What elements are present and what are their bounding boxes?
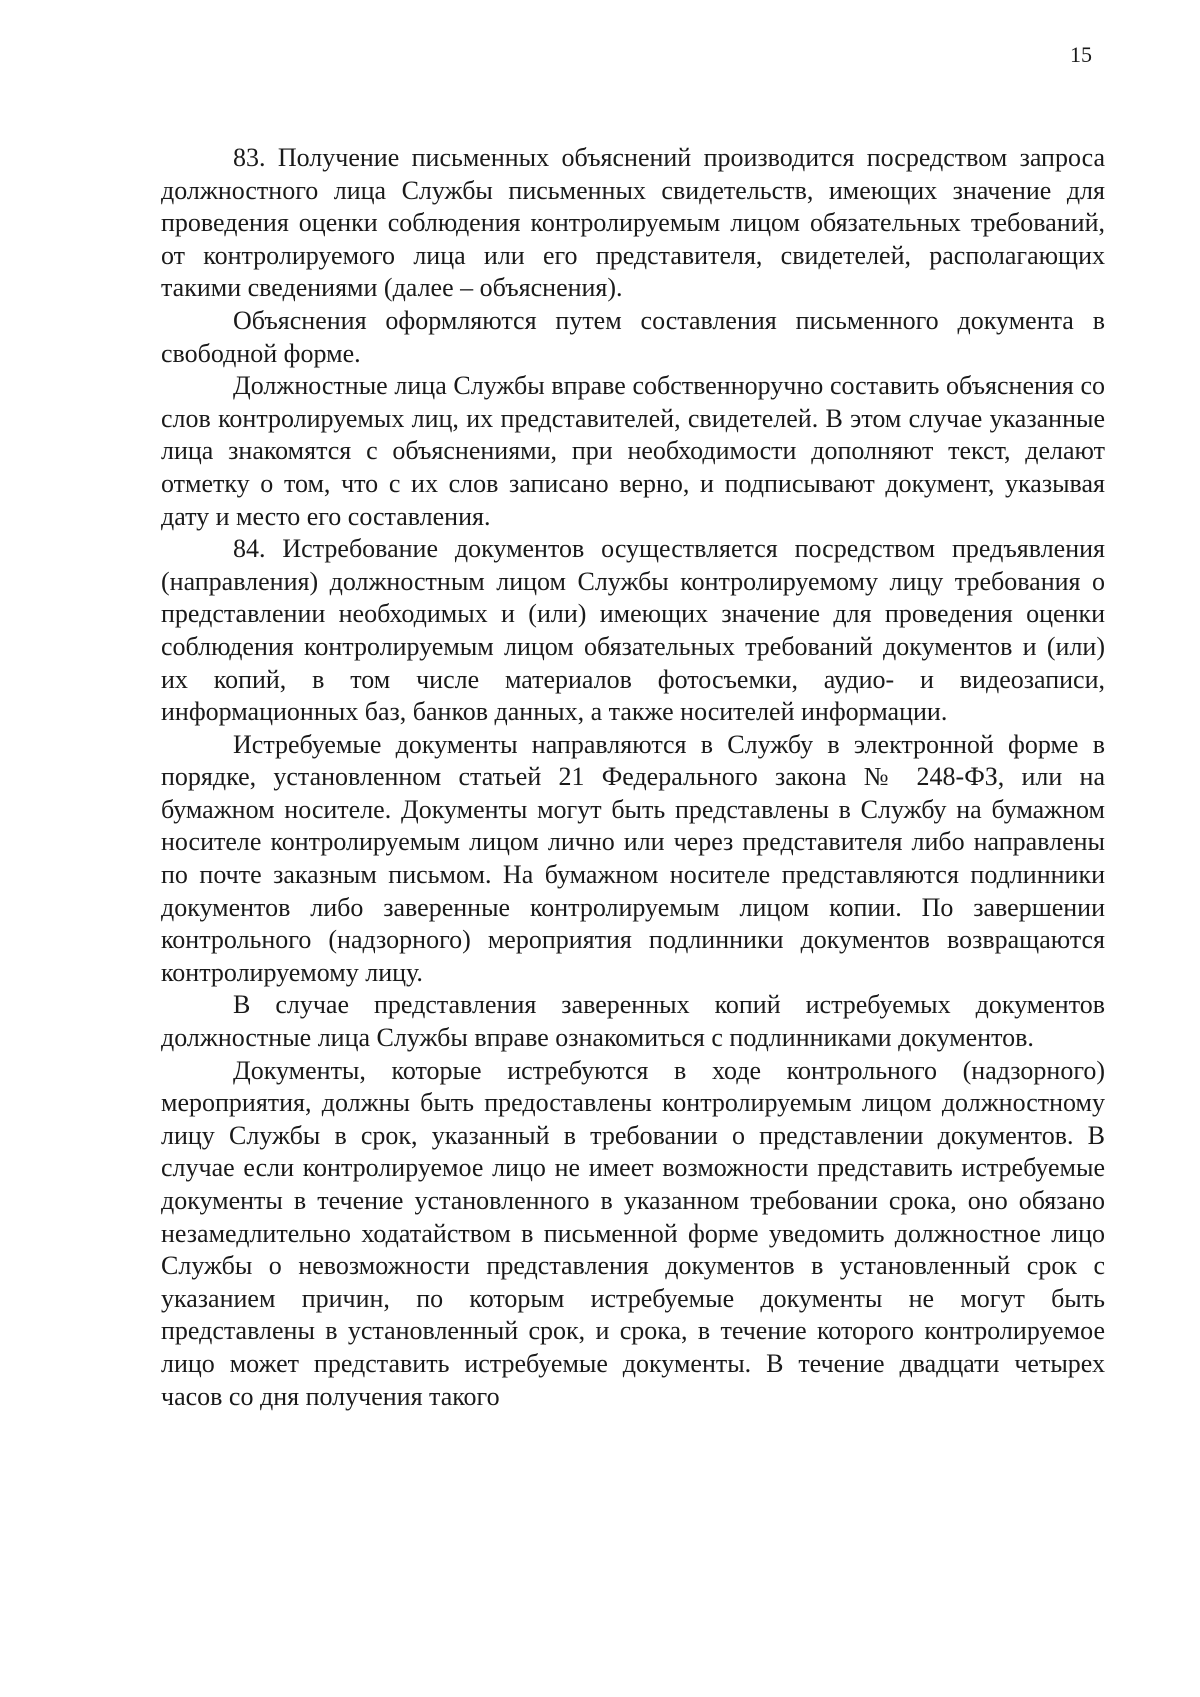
paragraph-explanations-format: Объяснения оформляются путем составления письменного документа в свободной форме. <box>161 305 1105 368</box>
paragraph-submission-deadline: Документы, которые истребуются в ходе контрольного (надзорного) мероприятия, должны быть предоставлены контролируемым лицом должностному лицу Службы в срок, указанный в требовании о представлении документов. В случае если контролируемое лицо не имеет возможности представить истребуемые документы в течение установленного в указанном требовании срока, оно обязано незамедлительно ходатайством в письменной форме уведомить должностное лицо Службы о невозможности представления документов в установленный срок с указанием причин, по которым истребуемые документы не могут быть представлены в установленный срок, и срока, в течение которого контролируемое лицо может представить истребуемые документы. В течение двадцати четырех часов со дня получения такого <box>161 1055 1105 1411</box>
paragraph-officials-compose-explanations: Должностные лица Службы вправе собственноручно составить объяснения со слов контролируемых лиц, их представителей, свидетелей. В этом случае указанные лица знакомятся с объяснениями, при необходимости дополняют текст, делают отметку о том, что с их слов записано верно, и подписывают документ, указывая дату и место его составления. <box>161 371 1105 531</box>
paragraph-certified-copies: В случае представления заверенных копий истребуемых документов должностные лица Службы вправе ознакомиться с подлинниками документов. <box>161 990 1105 1053</box>
page-number: 15 <box>1070 42 1092 67</box>
document-body <box>161 142 1105 1413</box>
paragraph-84-document-request: 84. Истребование документов осуществляется посредством предъявления (направления) должностным лицом Службы контролируемому лицу требования о представлении необходимых и (или) имеющих значение для проведения оценки соблюдения контролируемым лицом обязательных требований документов и (или) их копий, в том числе материалов фотосъемки, аудио- и видеозаписи, информационных баз, банков данных, а также носителей информации. <box>161 534 1105 727</box>
paragraph-83-written-explanations: 83. Получение письменных объяснений производится посредством запроса должностного лица Службы письменных свидетельств, имеющих значение для проведения оценки соблюдения контролируемым лицом обязательных требований, от контролируемого лица или его представителя, свидетелей, располагающих такими сведениями (далее – объяснения). <box>161 143 1105 303</box>
paragraph-requested-documents-submission: Истребуемые документы направляются в Службу в электронной форме в порядке, установленном статьей 21 Федерального закона № 248-ФЗ, или на бумажном носителе. Документы могут быть представлены в Службу на бумажном носителе контролируемым лицом лично или через представителя либо направлены по почте заказным письмом. На бумажном носителе представляются подлинники документов либо заверенные контролируемым лицом копии. По завершении контрольного (надзорного) мероприятия подлинники документов возвращаются контролируемому лицу. <box>161 729 1105 987</box>
